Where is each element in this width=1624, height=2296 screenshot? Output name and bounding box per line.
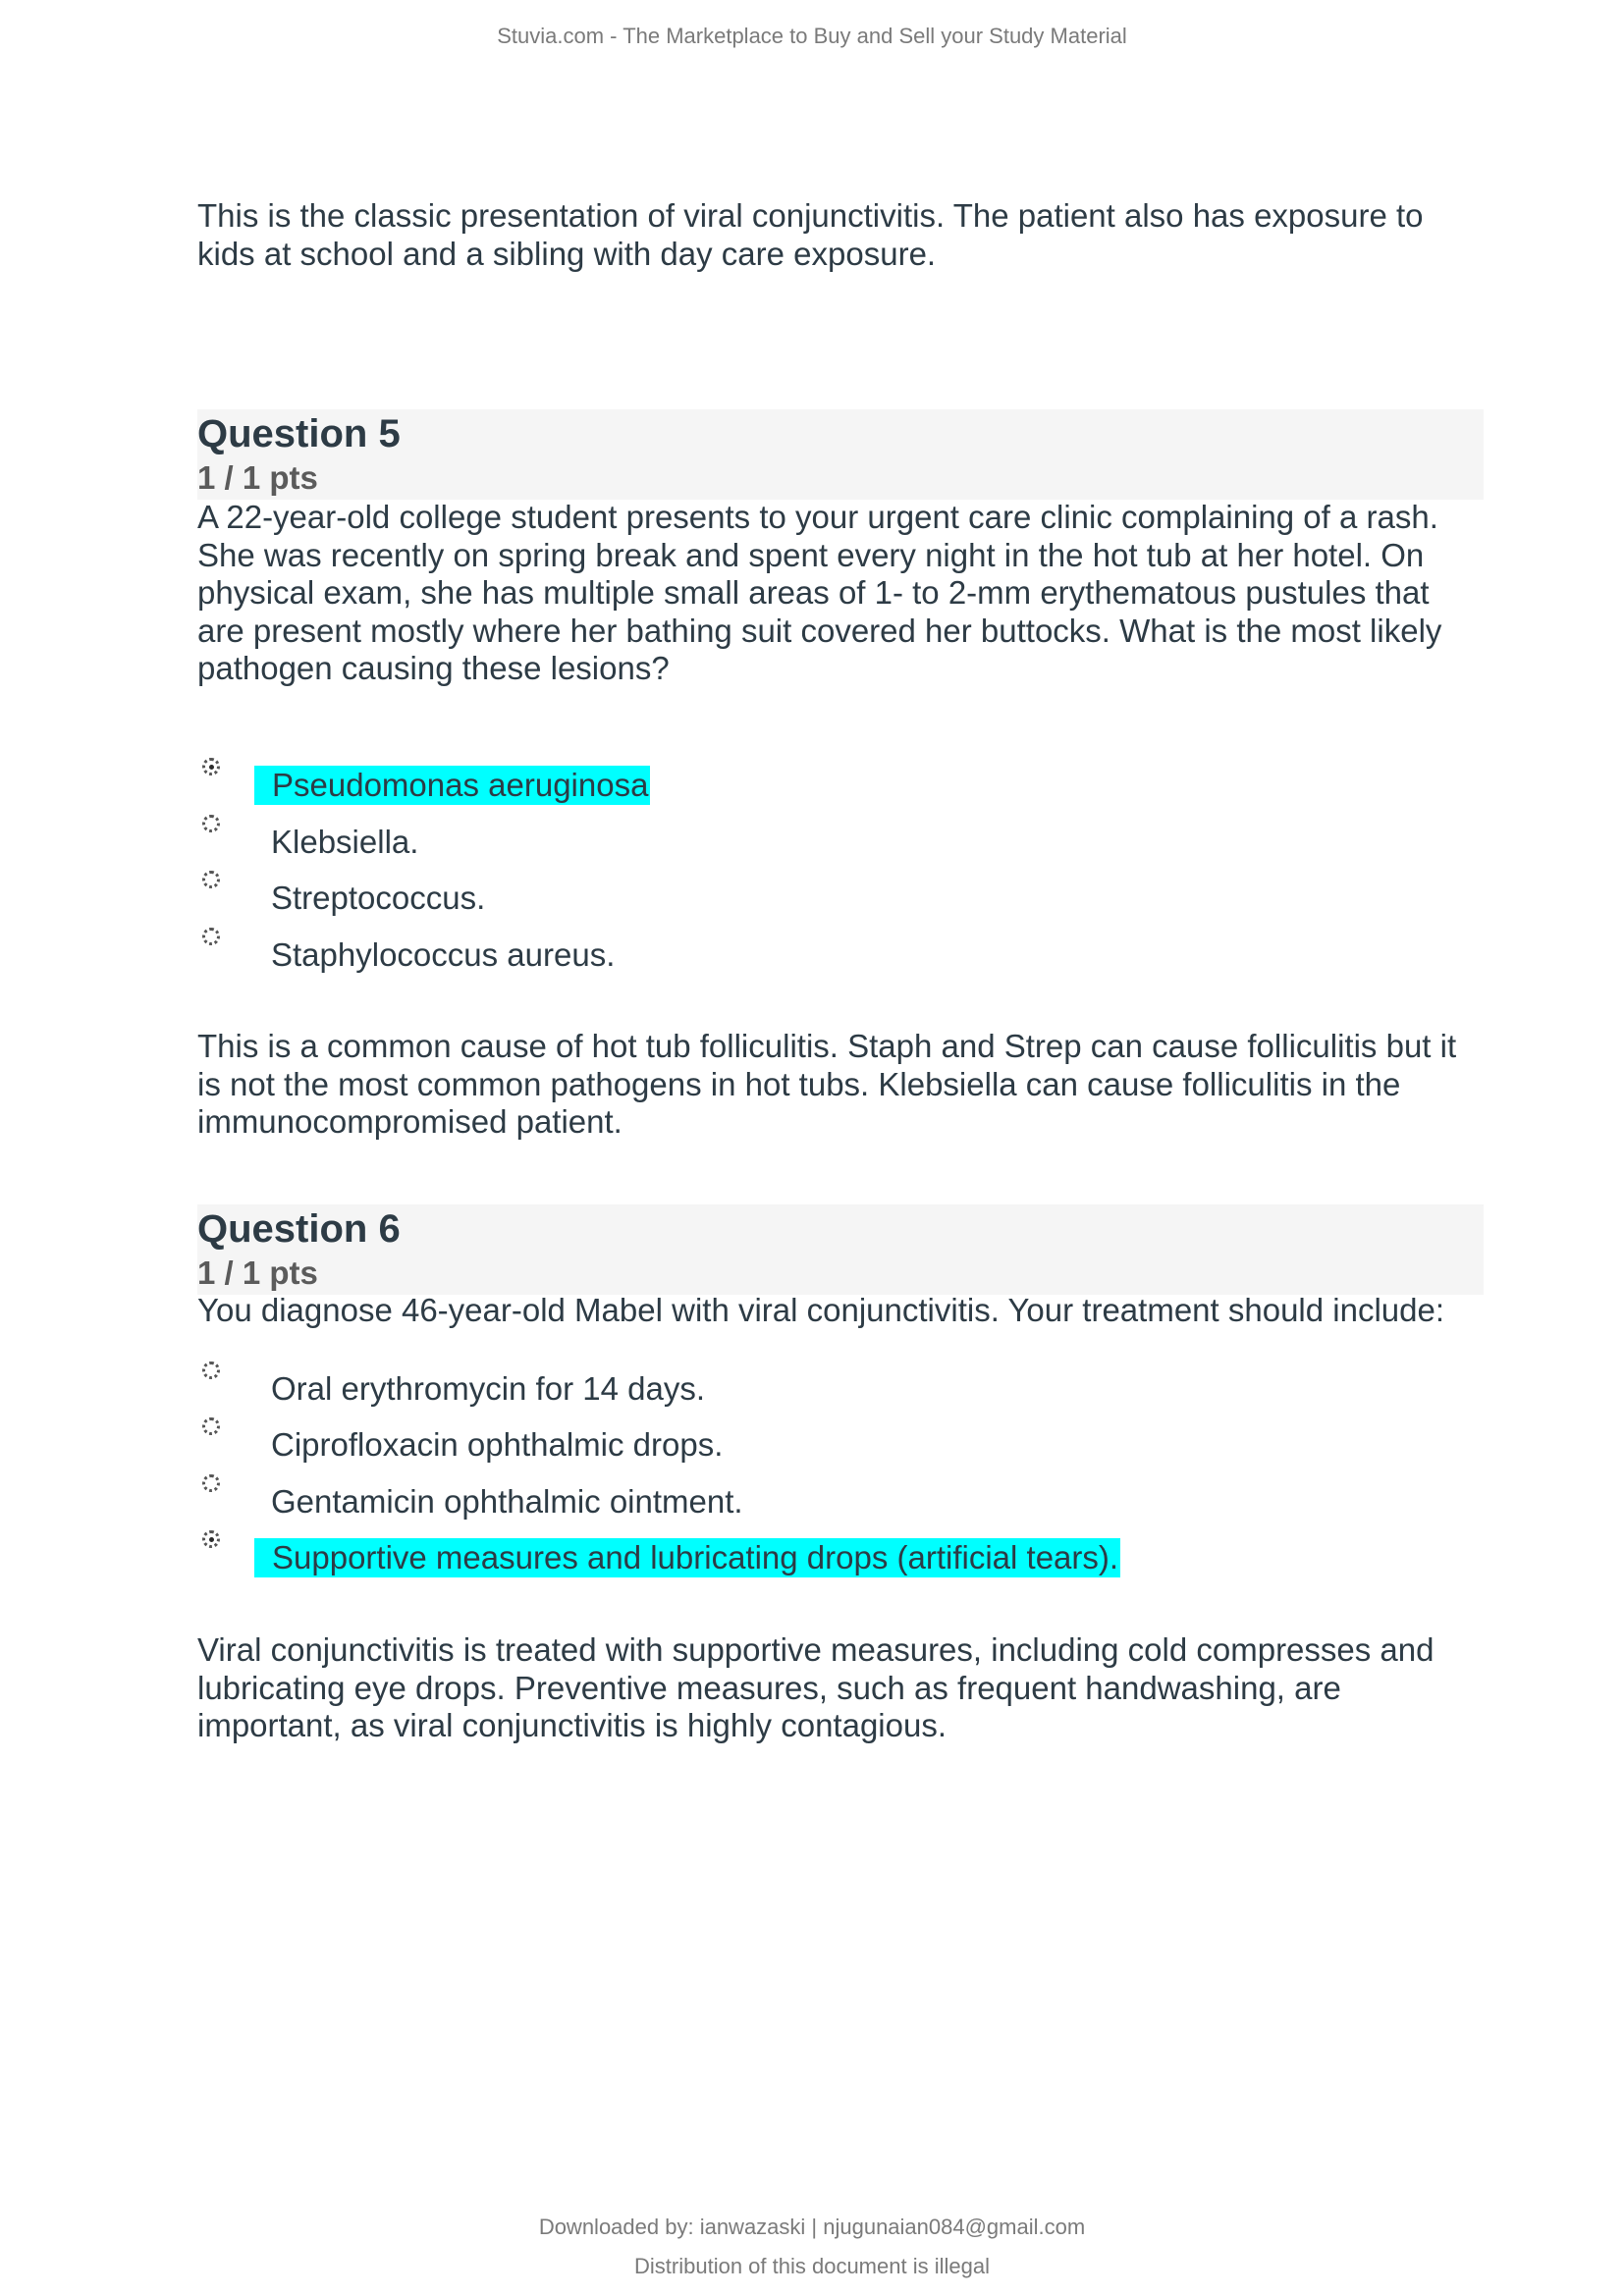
radio-unselected-icon[interactable] [202, 928, 220, 945]
answer-option[interactable] [197, 758, 1484, 805]
question-5-text: A 22-year-old college student presents to your urgent care clinic complaining of a rash. She was recently on spring break and spent every night in the hot tub at her hotel. On physical exam, she has multiple small areas of 1- to 2-mm erythematous pustules that are present mostly where her bathing suit covered her buttocks. What is the most likely pathogen causing these lesions? [197, 499, 1442, 686]
header-watermark: Stuvia.com - The Marketplace to Buy and Sell your Study Material [497, 24, 1127, 48]
radio-selected-icon[interactable] [202, 758, 220, 775]
footer-downloaded-by: Downloaded by: ianwazaski | njugunaian084@gmail.com [538, 2215, 1086, 2239]
answer-label: Ciprofloxacin ophthalmic drops. [271, 1426, 724, 1463]
answer-option[interactable] [197, 815, 1484, 862]
answer-option[interactable] [197, 928, 1484, 975]
question-5-explanation: This is a common cause of hot tub folliculitis. Staph and Strep can cause folliculitis but it is not the most common pathogens in hot tubs. Klebsiella can cause folliculitis in the immunocompromised patient. [197, 1028, 1457, 1140]
question-points: 1 / 1 pts [197, 459, 318, 496]
question-6-explanation: Viral conjunctivitis is treated with supportive measures, including cold compresses and lubricating eye drops. Preventive measures, such as frequent handwashing, are important, as viral conjunctivitis is highly contagious. [197, 1631, 1435, 1743]
answer-label: Oral erythromycin for 14 days. [271, 1370, 705, 1407]
radio-unselected-icon[interactable] [202, 871, 220, 888]
answer-label: Staphylococcus aureus. [271, 936, 616, 973]
radio-unselected-icon[interactable] [202, 1417, 220, 1435]
answer-option[interactable] [197, 1417, 1484, 1465]
radio-unselected-icon[interactable] [202, 1362, 220, 1379]
previous-answer-explanation: This is the classic presentation of viral conjunctivitis. The patient also has exposure to kids at school and a sibling with day care exposure. [197, 197, 1424, 272]
answer-label: Supportive measures and lubricating drops (artificial tears). [254, 1538, 1120, 1577]
question-title: Question 6 [197, 1207, 401, 1251]
answer-label: Streptococcus. [271, 880, 486, 916]
answer-option[interactable] [197, 871, 1484, 918]
radio-unselected-icon[interactable] [202, 1474, 220, 1492]
question-points: 1 / 1 pts [197, 1255, 318, 1291]
footer-distribution-notice: Distribution of this document is illegal [634, 2254, 990, 2278]
answer-option[interactable] [197, 1530, 1484, 1577]
question-title: Question 5 [197, 412, 401, 455]
question-6-text: You diagnose 46-year-old Mabel with viral conjunctivitis. Your treatment should include: [197, 1292, 1445, 1328]
answer-label: Gentamicin ophthalmic ointment. [271, 1483, 743, 1520]
answer-option[interactable] [197, 1362, 1484, 1409]
radio-unselected-icon[interactable] [202, 815, 220, 832]
answer-label: Pseudomonas aeruginosa [254, 766, 650, 805]
answer-option[interactable] [197, 1474, 1484, 1522]
question-6-header [197, 1204, 1484, 1295]
radio-selected-icon[interactable] [202, 1530, 220, 1548]
question-5-header [197, 409, 1484, 500]
answer-label: Klebsiella. [271, 824, 419, 860]
